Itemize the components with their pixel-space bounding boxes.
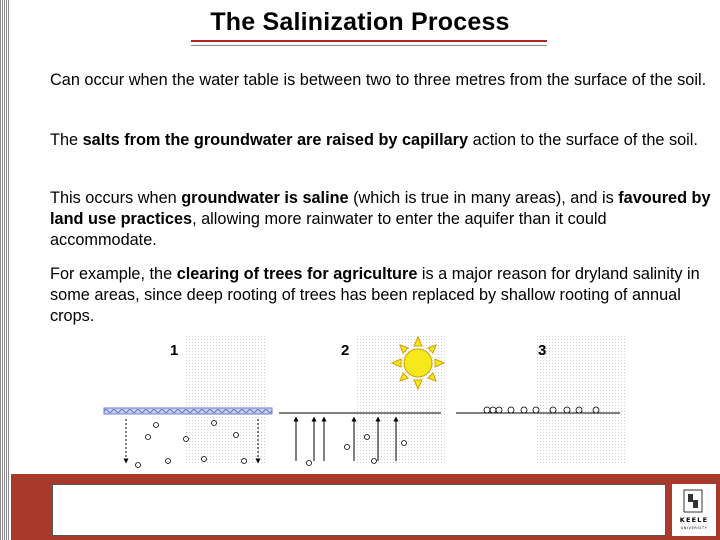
text-run: This occurs when <box>50 189 182 207</box>
panel-3-backdrop <box>536 335 626 465</box>
keele-logo-icon <box>683 489 703 513</box>
paragraph-tree-clearing <box>50 264 715 327</box>
text-run: The <box>50 131 83 149</box>
panel-2-backdrop <box>356 335 446 465</box>
text-run: (which is true in many areas), and is <box>348 189 619 207</box>
title-underline-shadow <box>191 45 547 46</box>
bold-run: favoured by land use practices <box>50 189 711 228</box>
sun-icon <box>392 337 444 389</box>
footer-panel <box>52 484 666 536</box>
salinization-diagram <box>96 333 636 473</box>
paragraph-saline-groundwater <box>50 188 715 251</box>
logo-name: KEELE <box>679 516 709 524</box>
bold-run: groundwater is saline <box>181 189 349 207</box>
text-run: For example, the <box>50 265 177 283</box>
logo-subtitle: UNIVERSITY <box>680 526 708 530</box>
text-run: is a major reason for dryland salinity in some areas, since deep rooting of trees has been replaced by shallow rooting of annual crops. <box>50 265 700 325</box>
panel-label-1: 1 <box>170 342 179 359</box>
bold-run: clearing of trees for agriculture <box>176 265 418 283</box>
panel-1-backdrop <box>186 335 266 465</box>
panel-label-2: 2 <box>341 342 350 359</box>
paragraph-capillary <box>50 130 715 151</box>
bold-run: salts from the groundwater are raised by capillary <box>82 131 469 149</box>
left-edge-rule <box>0 0 9 540</box>
panel-1-surface <box>104 408 272 414</box>
page-title: The Salinization Process <box>210 8 510 36</box>
panel-label-3: 3 <box>538 342 547 359</box>
text-run: , allowing more rainwater to enter the aquifer than it could accommodate. <box>50 210 607 249</box>
text-run: action to the surface of the soil. <box>468 131 698 149</box>
paragraph-water-table: Can occur when the water table is between two to three metres from the surface of the soil. <box>50 71 707 89</box>
title-underline <box>191 40 547 42</box>
